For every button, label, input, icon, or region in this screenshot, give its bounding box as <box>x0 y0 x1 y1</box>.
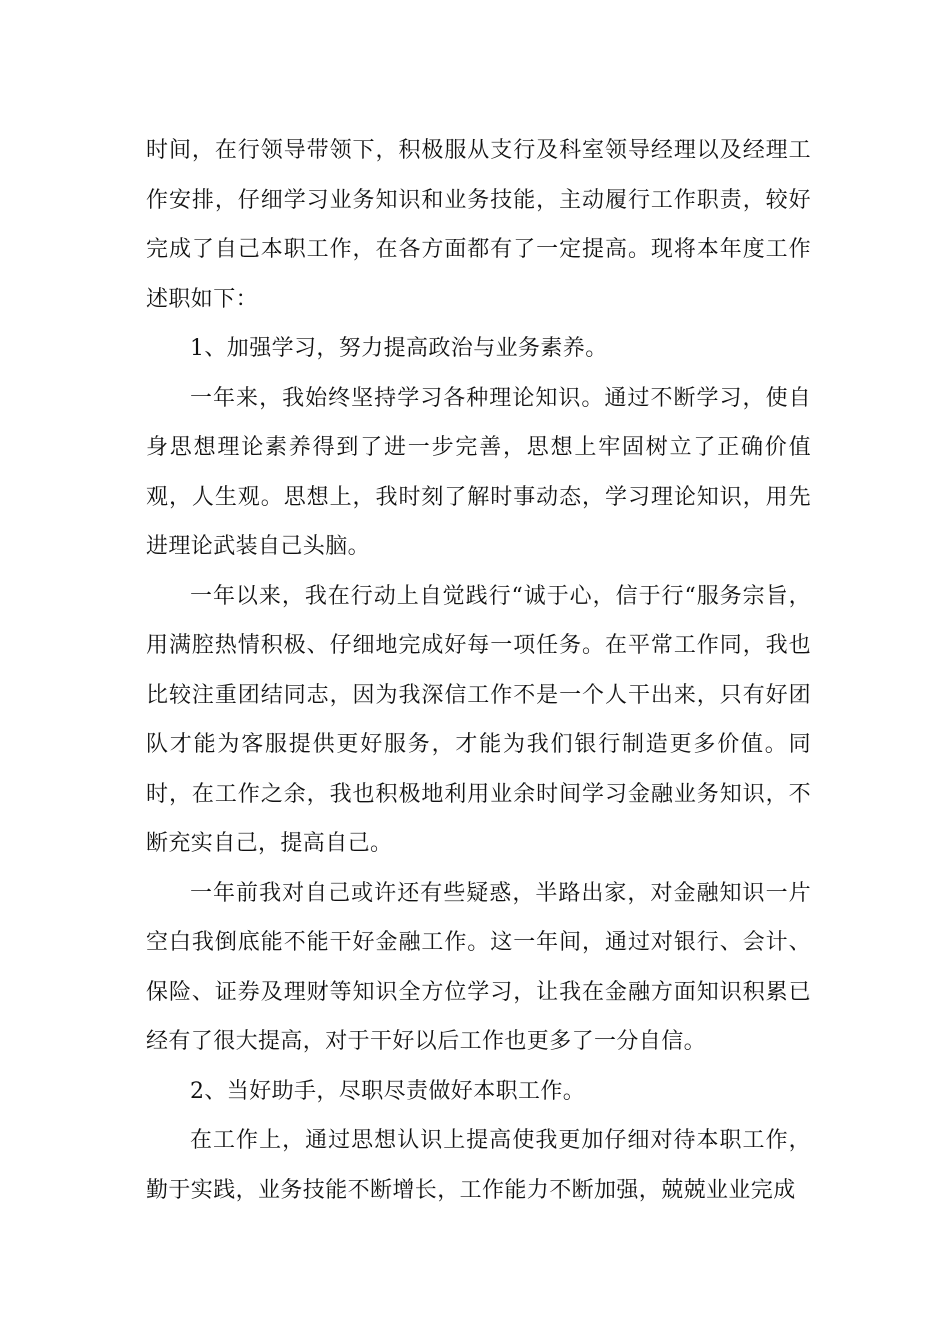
document-body <box>146 126 811 1215</box>
heading-section-2: 2、当好助手，尽职尽责做好本职工作。 <box>190 1078 586 1104</box>
paragraph-finance-knowledge: 一年前我对自己或许还有些疑惑，半路出家，对金融知识一片空白我倒底能不能干好金融工作。这一年间，通过对银行、会计、保险、证券及理财等知识全方位学习，让我在金融方面知识积累已经有了很大提高，对于干好以后工作也更多了一分自信。 <box>146 880 811 1054</box>
paragraph-work-duty: 在工作上，通过思想认识上提高使我更加仔细对待本职工作，勤于实践，业务技能不断增长，工作能力不断加强，兢兢业业完成 <box>146 1128 811 1203</box>
paragraph-service-practice: 一年以来，我在行动上自觉践行“诚于心，信于行“服务宗旨，用满腔热情积极、仔细地完成好每一项任务。在平常工作同，我也比较注重团结同志，因为我深信工作不是一个人干出来，只有好团队才能为客服提供更好服务，才能为我们银行制造更多价值。同时，在工作之余，我也积极地利用业余时间学习金融业务知识，不断充实自己，提高自己。 <box>146 583 811 856</box>
paragraph-intro: 时间，在行领导带领下，积极服从支行及科室领导经理以及经理工作安排，仔细学习业务知识和业务技能，主动履行工作职责，较好完成了自己本职工作，在各方面都有了一定提高。现将本年度工作述职如下： <box>146 138 811 312</box>
heading-section-1: 1、加强学习，努力提高政治与业务素养。 <box>190 336 608 361</box>
paragraph-study-theory: 一年来，我始终坚持学习各种理论知识。通过不断学习，使自身思想理论素养得到了进一步完善，思想上牢固树立了正确价值观，人生观。思想上，我时刻了解时事动态，学习理论知识，用先进理论武装自己头脑。 <box>146 385 811 559</box>
